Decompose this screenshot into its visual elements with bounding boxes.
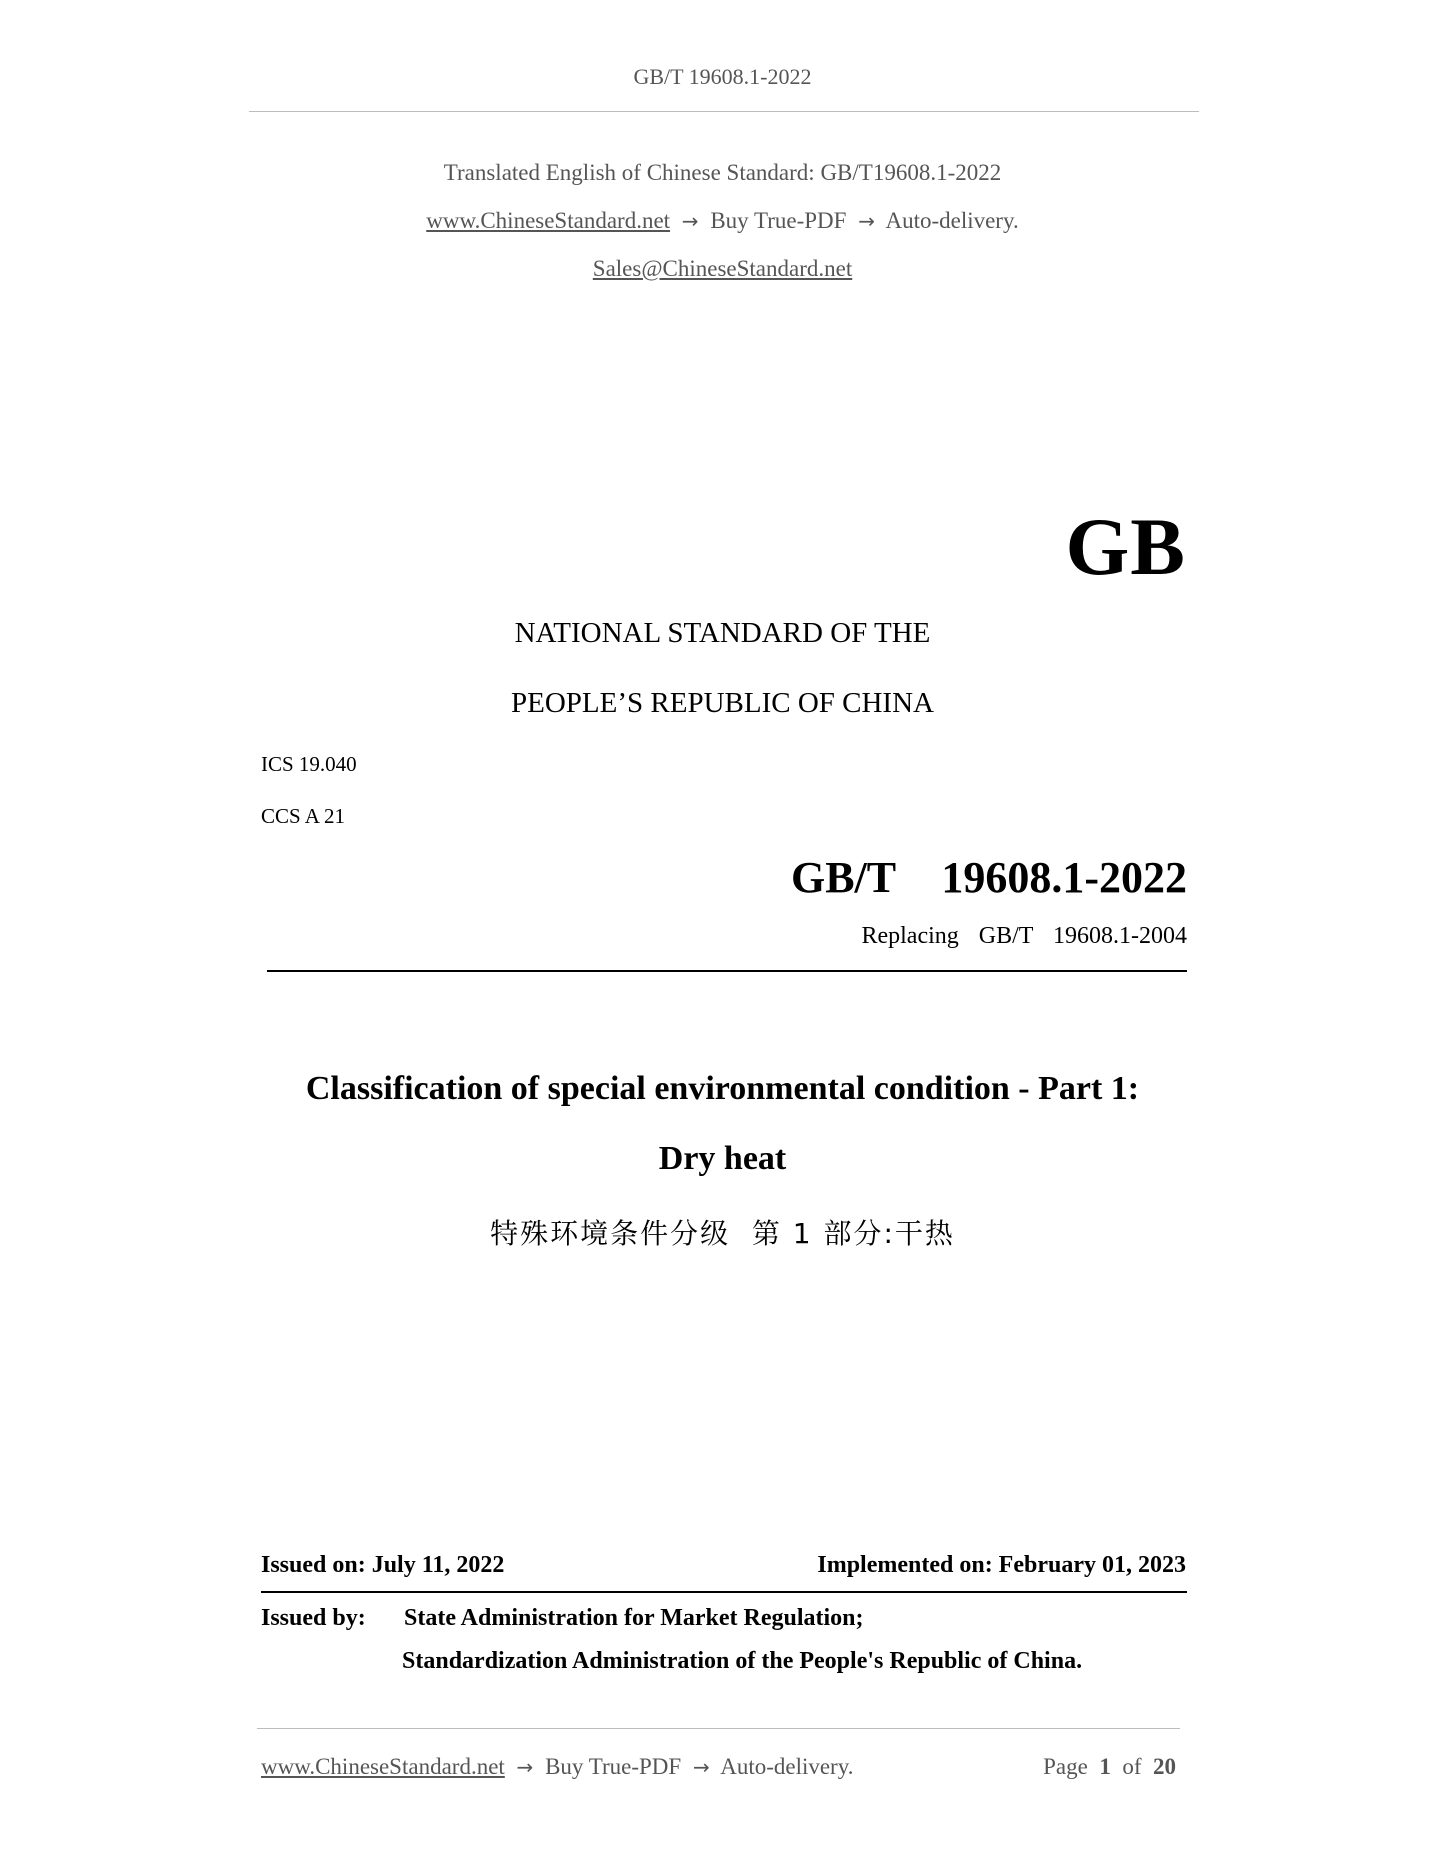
- translated-notice: Translated English of Chinese Standard: GB/T19608.1-2022: [443, 160, 1002, 185]
- issued-on-date: Issued on: July 11, 2022: [261, 1552, 505, 1578]
- page-number: [1043, 1754, 1176, 1780]
- footer-divider: [257, 1728, 1180, 1729]
- footer-delivery-text: Auto-delivery.: [720, 1754, 854, 1779]
- buy-text: Buy True-PDF: [710, 208, 847, 233]
- national-standard-line-1: NATIONAL STANDARD OF THE: [514, 617, 931, 649]
- title-divider: [267, 970, 1187, 972]
- header-divider: [249, 111, 1199, 112]
- issuer-2: Standardization Administration of the People's Republic of China.: [402, 1648, 1083, 1674]
- document-title-chinese: 特殊环境条件分级 第 1 部分:干热: [490, 1217, 955, 1250]
- standard-number: GB/T 19608.1-2022: [790, 853, 1187, 902]
- gb-mark: GB: [1065, 501, 1186, 592]
- page-current: 1: [1099, 1754, 1111, 1779]
- right-arrow-icon: →: [858, 209, 875, 233]
- of-word: of: [1122, 1754, 1142, 1779]
- site-link[interactable]: www.ChineseStandard.net: [426, 208, 671, 233]
- implemented-on-date: Implemented on: February 01, 2023: [817, 1552, 1186, 1578]
- footer-buy-text: Buy True-PDF: [545, 1754, 682, 1779]
- issued-by-label: Issued by:: [261, 1605, 366, 1631]
- page-total: 20: [1153, 1754, 1176, 1779]
- ics-code: ICS 19.040: [261, 752, 357, 776]
- document-title-line-2: Dry heat: [658, 1140, 787, 1177]
- page-word: Page: [1043, 1754, 1088, 1779]
- issuer-1: State Administration for Market Regulation;: [404, 1605, 864, 1631]
- footer-site-link[interactable]: www.ChineseStandard.net: [261, 1754, 505, 1779]
- sales-line: [0, 256, 1445, 282]
- running-header: GB/T 19608.1-2022: [633, 64, 812, 89]
- delivery-text: Auto-delivery.: [885, 208, 1019, 233]
- purchase-line: [0, 208, 1445, 234]
- sales-email-link[interactable]: Sales@ChineseStandard.net: [592, 256, 853, 281]
- replacing-standard: Replacing GB/T 19608.1-2004: [861, 923, 1187, 949]
- right-arrow-icon: →: [516, 1755, 534, 1779]
- national-standard-line-2: PEOPLE’S REPUBLIC OF CHINA: [511, 687, 934, 719]
- ccs-code: CCS A 21: [261, 804, 346, 828]
- right-arrow-icon: →: [692, 1755, 710, 1779]
- right-arrow-icon: →: [681, 209, 699, 233]
- footer-purchase-line: [261, 1754, 853, 1780]
- document-title-line-1: Classification of special environmental condition - Part 1:: [305, 1070, 1140, 1107]
- issue-divider: [261, 1591, 1187, 1593]
